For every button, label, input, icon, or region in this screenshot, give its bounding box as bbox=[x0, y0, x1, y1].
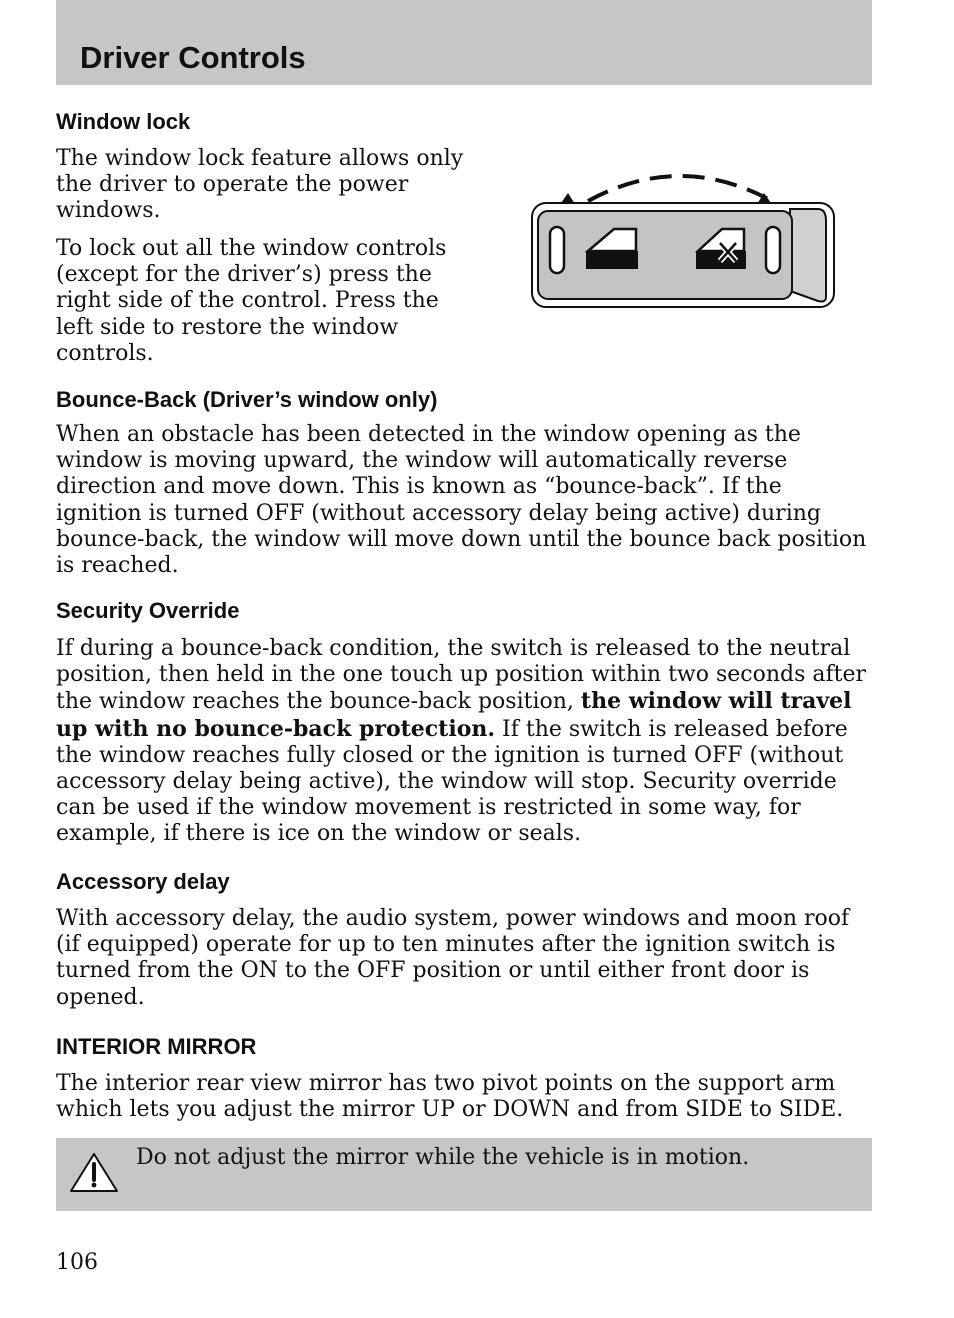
header-band bbox=[56, 0, 872, 85]
security-override-paragraph bbox=[56, 636, 872, 848]
page-title: Driver Controls bbox=[80, 40, 306, 75]
section-heading-security-override: Security Override bbox=[56, 598, 240, 623]
security-override-text-end: If the switch is released before the window reaches fully closed or the ignition is turned OFF (without accessory delay being active), the window will stop. Security override can be used if the window movement is restricted in some way, for example, if there is ice on the window or seals. bbox=[56, 716, 848, 847]
window-lock-paragraph-1: The window lock feature allows only the driver to operate the power windows. bbox=[56, 146, 464, 224]
page-number: 106 bbox=[56, 1250, 98, 1275]
warning-box bbox=[56, 1138, 872, 1211]
section-heading-accessory-delay: Accessory delay bbox=[56, 869, 230, 894]
window-lock-paragraph-2: To lock out all the window controls (except for the driver’s) press the right side of the control. Press the left side to restore the window controls. bbox=[56, 236, 447, 366]
security-override-emphasis: the window will travel up with no bounce-back protection. bbox=[56, 688, 852, 742]
window-lock-switch-illustration bbox=[528, 165, 840, 313]
switch-housing bbox=[532, 203, 834, 307]
accessory-delay-paragraph: With accessory delay, the audio system, power windows and moon roof (if equipped) operate for up to ten minutes after the ignition switch is turned from the ON to the OFF position or until either front door is opened. bbox=[56, 906, 850, 1010]
section-heading-interior-mirror: INTERIOR MIRROR bbox=[56, 1034, 257, 1059]
warning-triangle-icon bbox=[68, 1150, 120, 1194]
section-heading-window-lock: Window lock bbox=[56, 109, 191, 134]
section-heading-bounce-back: Bounce-Back (Driver’s window only) bbox=[56, 387, 438, 412]
interior-mirror-paragraph: The interior rear view mirror has two pivot points on the support arm which lets you adjust the mirror UP or DOWN and from SIDE to SIDE. bbox=[56, 1071, 844, 1123]
warning-text: Do not adjust the mirror while the vehicle is in motion. bbox=[136, 1145, 750, 1170]
security-override-text-start: If during a bounce-back condition, the switch is released to the neutral position, then held in the one touch up position within two seconds after the window reaches the bounce-back position, bbox=[56, 636, 867, 715]
bounce-back-paragraph: When an obstacle has been detected in the window opening as the window is moving upward, the window will automatically reverse direction and move down. This is known as “bounce-back”. If the ignition is turned OFF (without accessory delay being active) during bounce-back, the window will move down until the bounce back position is reached. bbox=[56, 422, 867, 579]
